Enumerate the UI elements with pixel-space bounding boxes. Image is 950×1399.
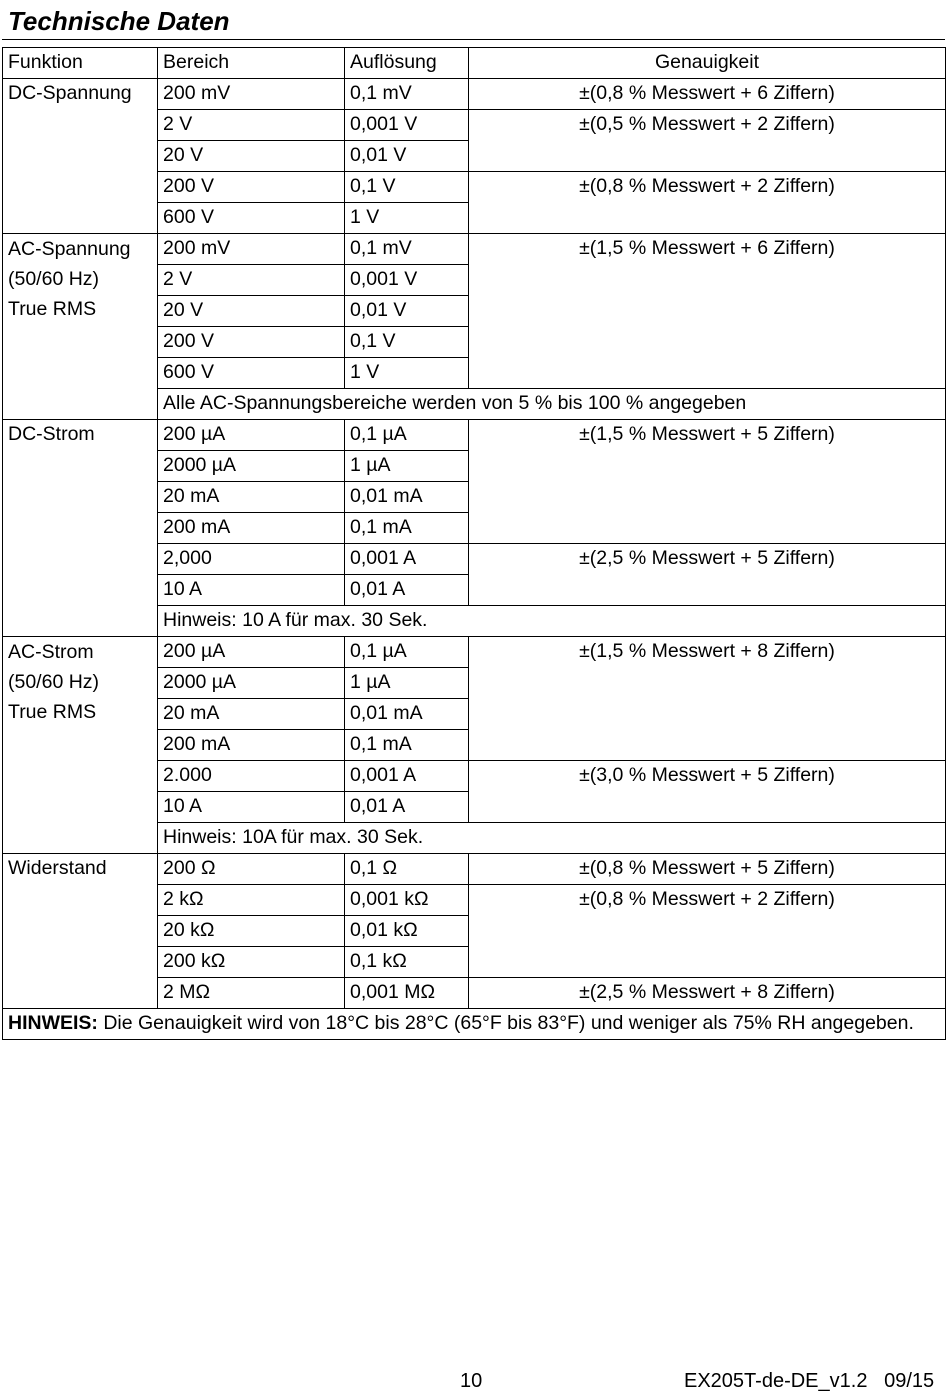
table-header-row <box>3 48 946 79</box>
header-range: Bereich <box>158 48 345 79</box>
range-cell: 200 kΩ <box>158 947 345 978</box>
resolution-cell: 0,1 µA <box>345 420 469 451</box>
resolution-cell: 0,1 mV <box>345 79 469 110</box>
range-cell: 600 V <box>158 203 345 234</box>
range-cell: 2 MΩ <box>158 978 345 1009</box>
section-note: Hinweis: 10A für max. 30 Sek. <box>158 823 946 854</box>
accuracy-cell: ±(1,5 % Messwert + 6 Ziffern) <box>469 234 946 389</box>
range-cell: 200 mV <box>158 234 345 265</box>
resolution-cell: 0,1 kΩ <box>345 947 469 978</box>
range-cell: 2 V <box>158 110 345 141</box>
range-cell: 2 V <box>158 265 345 296</box>
range-cell: 200 V <box>158 172 345 203</box>
accuracy-cell: ±(2,5 % Messwert + 5 Ziffern) <box>469 544 946 606</box>
resolution-cell: 0,001 kΩ <box>345 885 469 916</box>
range-cell: 20 V <box>158 141 345 172</box>
range-cell: 200 µA <box>158 420 345 451</box>
range-cell: 2 kΩ <box>158 885 345 916</box>
resolution-cell: 1 V <box>345 203 469 234</box>
resolution-cell: 0,01 mA <box>345 699 469 730</box>
document-id: EX205T-de-DE_v1.2 09/15 <box>684 1370 935 1392</box>
resolution-cell: 0,01 kΩ <box>345 916 469 947</box>
resolution-cell: 1 µA <box>345 668 469 699</box>
resolution-cell: 0,01 V <box>345 141 469 172</box>
function-dc-voltage: DC-Spannung <box>3 79 158 234</box>
range-cell: 200 mA <box>158 730 345 761</box>
resolution-cell: 0,1 V <box>345 327 469 358</box>
range-cell: 20 V <box>158 296 345 327</box>
section-note: Hinweis: 10 A für max. 30 Sek. <box>158 606 946 637</box>
range-cell: 200 mV <box>158 79 345 110</box>
header-function: Funktion <box>3 48 158 79</box>
range-cell: 600 V <box>158 358 345 389</box>
resolution-cell: 0,001 V <box>345 265 469 296</box>
table-row <box>3 420 946 451</box>
function-dc-current: DC-Strom <box>3 420 158 637</box>
resolution-cell: 0,1 mA <box>345 513 469 544</box>
spec-table <box>2 47 946 1040</box>
function-line: AC-Spannung <box>8 238 131 260</box>
function-resistance: Widerstand <box>3 854 158 1009</box>
final-note-label: HINWEIS: <box>8 1012 98 1034</box>
accuracy-cell: ±(0,8 % Messwert + 6 Ziffern) <box>469 79 946 110</box>
table-row <box>3 854 946 885</box>
function-ac-current <box>3 637 158 854</box>
header-accuracy: Genauigkeit <box>469 48 946 79</box>
final-note-text: Die Genauigkeit wird von 18°C bis 28°C (65°F bis 83°F) und weniger als 75% RH angegeben. <box>97 1012 914 1034</box>
resolution-cell: 1 µA <box>345 451 469 482</box>
resolution-cell: 0,001 A <box>345 544 469 575</box>
accuracy-cell: ±(2,5 % Messwert + 8 Ziffern) <box>469 978 946 1009</box>
table-row <box>3 637 946 668</box>
range-cell: 200 Ω <box>158 854 345 885</box>
function-line: AC-Strom <box>8 641 94 663</box>
page-title: Technische Daten <box>8 6 230 36</box>
range-cell: 20 kΩ <box>158 916 345 947</box>
accuracy-cell: ±(1,5 % Messwert + 5 Ziffern) <box>469 420 946 544</box>
function-line: (50/60 Hz) <box>8 671 100 693</box>
page-number: 10 <box>460 1370 483 1392</box>
table-row <box>3 1009 946 1040</box>
resolution-cell: 0,001 A <box>345 761 469 792</box>
range-cell: 10 A <box>158 792 345 823</box>
accuracy-cell: ±(0,8 % Messwert + 2 Ziffern) <box>469 172 946 234</box>
function-line: (50/60 Hz) <box>8 268 100 290</box>
range-cell: 20 mA <box>158 482 345 513</box>
table-row <box>3 79 946 110</box>
function-ac-voltage <box>3 234 158 420</box>
accuracy-cell: ±(0,8 % Messwert + 5 Ziffern) <box>469 854 946 885</box>
title-divider <box>2 39 945 40</box>
resolution-cell: 0,1 µA <box>345 637 469 668</box>
resolution-cell: 0,1 Ω <box>345 854 469 885</box>
range-cell: 2000 µA <box>158 668 345 699</box>
accuracy-cell: ±(3,0 % Messwert + 5 Ziffern) <box>469 761 946 823</box>
resolution-cell: 1 V <box>345 358 469 389</box>
resolution-cell: 0,01 A <box>345 575 469 606</box>
table-row <box>3 234 946 265</box>
resolution-cell: 0,01 A <box>345 792 469 823</box>
resolution-cell: 0,1 mV <box>345 234 469 265</box>
resolution-cell: 0,1 V <box>345 172 469 203</box>
function-line: True RMS <box>8 701 97 723</box>
resolution-cell: 0,01 mA <box>345 482 469 513</box>
final-note <box>3 1009 946 1040</box>
resolution-cell: 0,001 V <box>345 110 469 141</box>
resolution-cell: 0,01 V <box>345 296 469 327</box>
accuracy-cell: ±(1,5 % Messwert + 8 Ziffern) <box>469 637 946 761</box>
header-resolution: Auflösung <box>345 48 469 79</box>
range-cell: 20 mA <box>158 699 345 730</box>
range-cell: 200 µA <box>158 637 345 668</box>
range-cell: 2,000 <box>158 544 345 575</box>
range-cell: 10 A <box>158 575 345 606</box>
accuracy-cell: ±(0,8 % Messwert + 2 Ziffern) <box>469 885 946 978</box>
range-cell: 200 mA <box>158 513 345 544</box>
resolution-cell: 0,001 MΩ <box>345 978 469 1009</box>
section-note: Alle AC-Spannungsbereiche werden von 5 % bis 100 % angegeben <box>158 389 946 420</box>
resolution-cell: 0,1 mA <box>345 730 469 761</box>
function-line: True RMS <box>8 298 97 320</box>
accuracy-cell: ±(0,5 % Messwert + 2 Ziffern) <box>469 110 946 172</box>
range-cell: 2.000 <box>158 761 345 792</box>
range-cell: 2000 µA <box>158 451 345 482</box>
range-cell: 200 V <box>158 327 345 358</box>
